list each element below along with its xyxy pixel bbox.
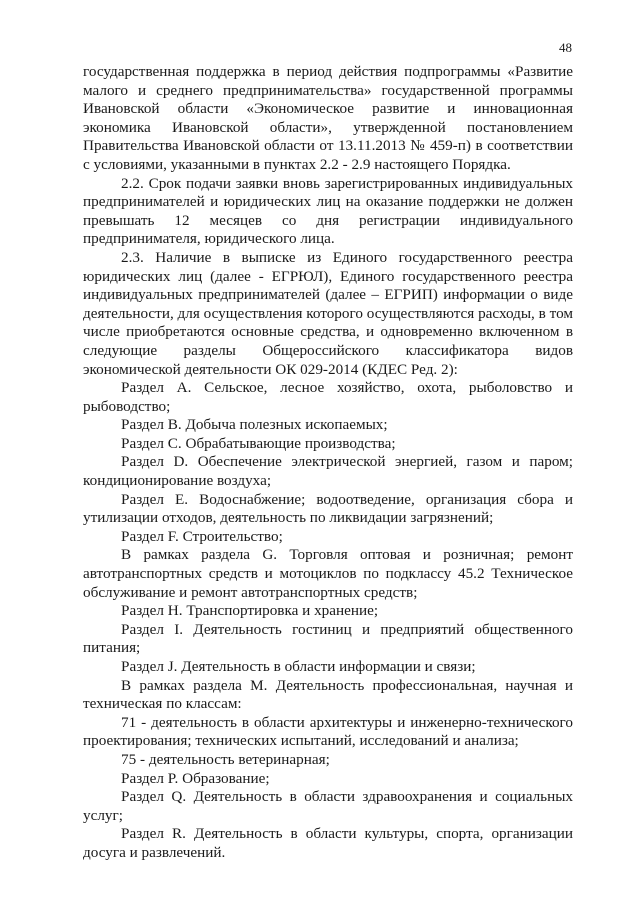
section-e-item: Раздел E. Водоснабжение; водоотведение, организация сбора и утилизации отходов, деятельность по ликвидации загрязнений;	[83, 490, 573, 527]
paragraph-2-3: 2.3. Наличие в выписке из Единого государственного реестра юридических лиц (далее - ЕГРЮЛ), Единого государственного реестра индивидуальных предпринимателей (далее – ЕГРИП) информации о виде деятельности, для осуществления которого осуществляются расходы, в том числе приобретаются основные средства, и одновременно включенном в следующие разделы Общероссийского классификатора видов экономической деятельности ОК 029-2014 (КДЕС Ред. 2):	[83, 248, 573, 378]
class-71-item: 71 - деятельность в области архитектуры и инженерно-технического проектирования; технических испытаний, исследований и анализа;	[83, 713, 573, 750]
section-f-item: Раздел F. Строительство;	[121, 527, 283, 545]
class-75-item: 75 - деятельность ветеринарная;	[121, 750, 330, 768]
section-h-item: Раздел H. Транспортировка и хранение;	[121, 602, 379, 620]
section-j-item: Раздел J. Деятельность в области информации и связи;	[121, 658, 476, 675]
section-r-item: Раздел R. Деятельность в области культуры, спорта, организации досуга и развлечений.	[83, 825, 573, 861]
section-c-item: Раздел C. Обрабатывающие производства;	[121, 434, 396, 452]
section-d-item: Раздел D. Обеспечение электрической энергией, газом и паром; кондиционирование воздуха;	[83, 453, 573, 490]
section-q-item: Раздел Q. Деятельность в области здравоохранения и социальных услуг;	[83, 788, 573, 824]
paragraph-2-2: 2.2. Срок подачи заявки вновь зарегистрированных индивидуальных предпринимателей и юридических лиц на оказание поддержки не должен превышать 12 месяцев со дня регистрации индивидуального предпринимателя, юридического лица.	[83, 174, 573, 248]
section-i-item: Раздел I. Деятельность гостиниц и предприятий общественного питания;	[83, 620, 573, 657]
document-body	[83, 63, 573, 863]
section-g-item: В рамках раздела G. Торговля оптовая и розничная; ремонт автотранспортных средств и мотоциклов по подклассу 45.2 Техническое обслуживание и ремонт автотранспортных средств;	[83, 546, 573, 601]
page-number: 48	[559, 40, 572, 55]
section-a-item: Раздел A. Сельское, лесное хозяйство, охота, рыболовство и рыбоводство;	[83, 379, 573, 415]
section-b-item: Раздел B. Добыча полезных ископаемых;	[121, 416, 388, 434]
section-m-item: В рамках раздела M. Деятельность профессиональная, научная и техническая по классам:	[83, 676, 573, 713]
section-p-item: Раздел P. Образование;	[121, 769, 270, 787]
paragraph-continuation: государственная поддержка в период действия подпрограммы «Развитие малого и среднего предпринимательства» государственной программы Ивановской области «Экономическое развитие и инновационная экономика Ивановской области», утвержденной постановлением Правительства Ивановской области от 13.11.2013 № 459-п) в соответствии с условиями, указанными в пунктах 2.2 - 2.9 настоящего Порядка.	[83, 63, 573, 173]
